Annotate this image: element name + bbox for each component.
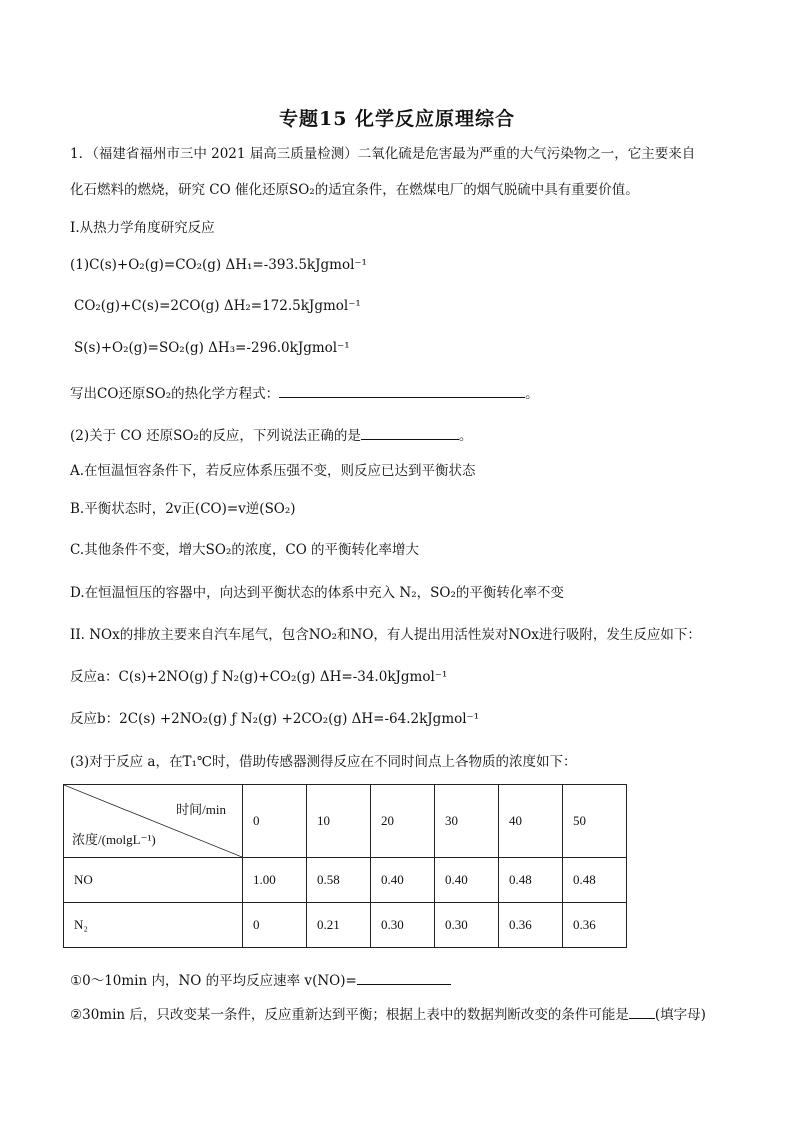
- question-3: (3)对于反应 a，在T₁℃时，借助传感器测得反应在不同时间点上各物质的浓度如下：: [70, 754, 577, 770]
- corner-time-label: 时间/min: [176, 802, 226, 817]
- table-cell: 0.21: [307, 903, 371, 948]
- answer-blank-condition[interactable]: [629, 1004, 655, 1019]
- question-3-2: [70, 1004, 706, 1024]
- table-cell: 0.48: [563, 858, 627, 903]
- question-write-equation: [70, 383, 539, 403]
- option-d: D.在恒温恒压的容器中，向达到平衡状态的体系中充入 N₂，SO₂的平衡转化率不变: [70, 585, 564, 601]
- table-header-row: [64, 785, 627, 858]
- table-cell: 0.48: [499, 858, 563, 903]
- time-header: 30: [435, 785, 499, 858]
- question-write-end: 。: [525, 386, 539, 402]
- time-header: 0: [243, 785, 307, 858]
- reaction-a: 反应a：C(s)+2NO(g) ƒ N₂(g)+CO₂(g) ΔH=-34.0kJgmol⁻¹: [70, 669, 448, 685]
- table-cell: 0.36: [499, 903, 563, 948]
- table-cell: 0.36: [563, 903, 627, 948]
- table-cell: 1.00: [243, 858, 307, 903]
- concentration-table: [63, 784, 627, 948]
- part2-intro: II. NOx的排放主要来自汽车尾气，包含NO₂和NO，有人提出用活性炭对NOx进行吸附，发生反应如下：: [70, 627, 701, 643]
- answer-blank-rate[interactable]: [357, 970, 451, 985]
- question-3-2-end: (填字母): [654, 1007, 706, 1023]
- question-3-1: [70, 970, 451, 990]
- table-cell: 0: [243, 903, 307, 948]
- time-header: 50: [563, 785, 627, 858]
- time-header: 40: [499, 785, 563, 858]
- table-cell: 0.30: [371, 903, 435, 948]
- table-cell: 0.40: [371, 858, 435, 903]
- corner-conc-label: 浓度/(molgL⁻¹): [72, 832, 156, 847]
- option-a: A.在恒温恒容条件下，若反应体系压强不变，则反应已达到平衡状态: [70, 463, 476, 479]
- question-intro-line2: 化石燃料的燃烧，研究 CO 催化还原SO₂的适宜条件，在燃煤电厂的烟气脱硫中具有重要价值。: [70, 182, 639, 198]
- question-write-text: 写出CO还原SO₂的热化学方程式：: [70, 386, 280, 402]
- equation-3: S(s)+O₂(g)=SO₂(g) ΔH₃=-296.0kJgmol⁻¹: [74, 340, 350, 356]
- question-2-text: (2)关于 CO 还原SO₂的反应，下列说法正确的是: [70, 428, 361, 444]
- answer-blank-q2[interactable]: [361, 425, 459, 440]
- question-2: [70, 425, 472, 445]
- option-c: C.其他条件不变，增大SO₂的浓度，CO 的平衡转化率增大: [70, 542, 420, 558]
- table-cell: 0.30: [435, 903, 499, 948]
- answer-blank-equation[interactable]: [279, 383, 525, 398]
- equation-2: CO₂(g)+C(s)=2CO(g) ΔH₂=172.5kJgmol⁻¹: [74, 298, 361, 314]
- part1-heading: I.从热力学角度研究反应: [70, 220, 215, 236]
- question-2-end: 。: [458, 428, 473, 444]
- row-label: NO: [64, 858, 243, 903]
- page-title: 专题15 化学反应原理综合: [278, 108, 516, 130]
- equation-1: (1)C(s)+O₂(g)=CO₂(g) ΔH₁=-393.5kJgmol⁻¹: [70, 257, 367, 273]
- reaction-b: 反应b：2C(s) +2NO₂(g) ƒ N₂(g) +2CO₂(g) ΔH=-64.2kJgmol⁻¹: [70, 711, 480, 727]
- table-row: [64, 858, 627, 903]
- table-cell: 0.58: [307, 858, 371, 903]
- row-label: N₂: [64, 903, 243, 948]
- question-3-1-text: ①0～10min 内，NO 的平均反应速率 v(NO)=: [70, 973, 357, 989]
- table-cell: 0.40: [435, 858, 499, 903]
- time-header: 20: [371, 785, 435, 858]
- option-b: B.平衡状态时，2v正(CO)=v逆(SO₂): [70, 501, 296, 517]
- question-3-2-text: ②30min 后，只改变某一条件，反应重新达到平衡；根据上表中的数据判断改变的条件可能是: [70, 1007, 629, 1023]
- question-intro-line1: 1．（福建省福州市三中 2021 届高三质量检测）二氧化硫是危害最为严重的大气污染物之一，它主要来自: [70, 146, 696, 162]
- table-row: [64, 903, 627, 948]
- time-header: 10: [307, 785, 371, 858]
- table-corner-cell: [64, 785, 243, 858]
